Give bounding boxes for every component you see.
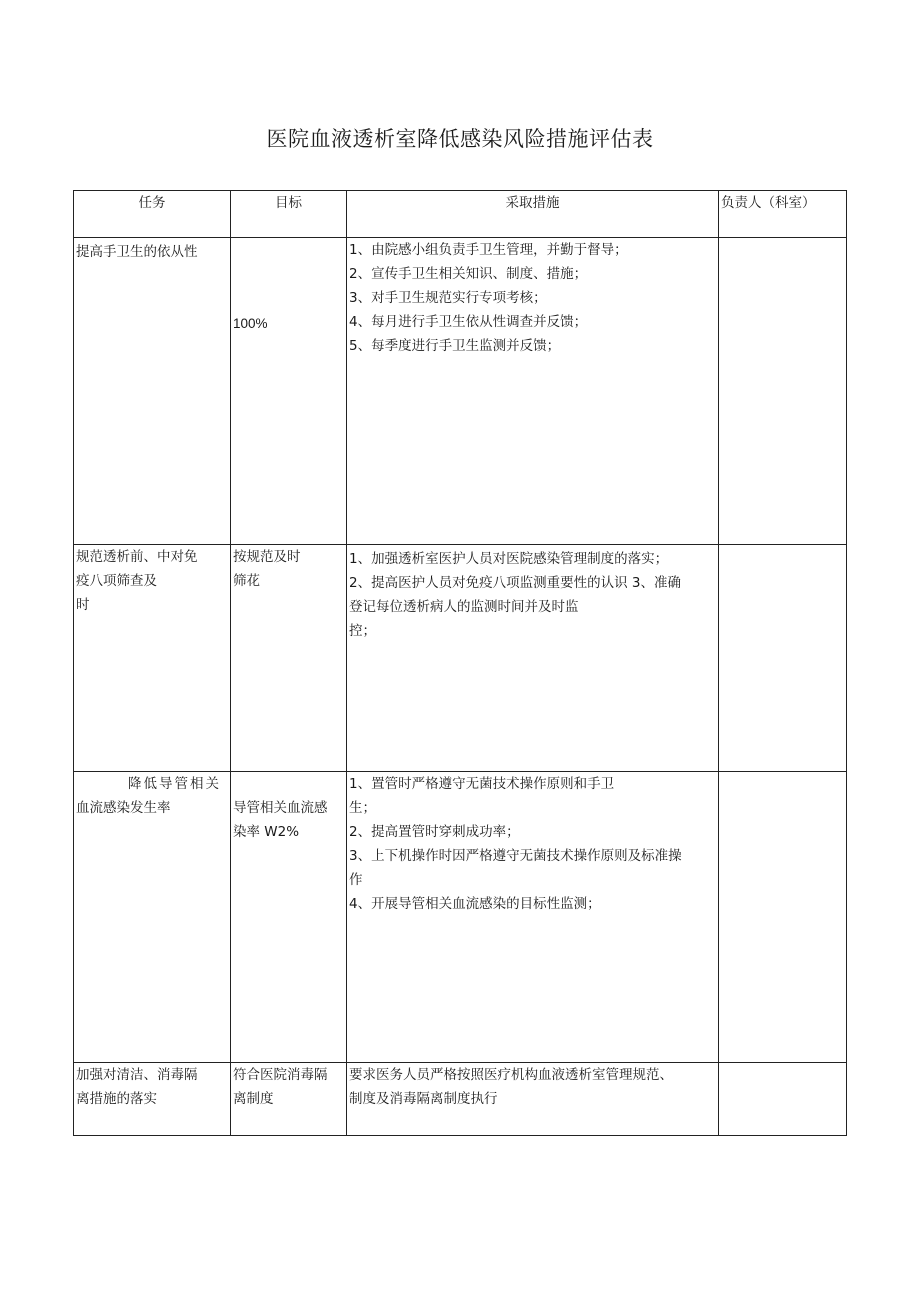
- measure-item: 作: [349, 872, 363, 888]
- goal-cell: [231, 545, 347, 772]
- table-row: [74, 238, 847, 545]
- header-task: 任务: [74, 191, 231, 238]
- goal-cell: [231, 1063, 347, 1136]
- goal-text: 离制度: [233, 1091, 274, 1107]
- header-owner: 负责人（科室）: [719, 191, 847, 238]
- task-text: 血流感染发生率: [76, 800, 171, 816]
- task-text: 加强对清洁、消毒隔: [76, 1067, 198, 1083]
- task-cell: [74, 545, 231, 772]
- measure-item: 登记每位透析病人的监测时间并及时监: [349, 599, 579, 615]
- goal-text: 按规范及时: [233, 549, 301, 565]
- task-cell: [74, 772, 231, 1063]
- goal-text: 导管相关血流感: [233, 800, 328, 816]
- table-header-row: [74, 191, 847, 238]
- measure-item: 5、每季度进行手卫生监测并反馈；: [349, 338, 561, 354]
- task-cell: [74, 238, 231, 545]
- measures-cell: [347, 1063, 719, 1136]
- table-row: [74, 1063, 847, 1136]
- task-text: 离措施的落实: [76, 1091, 157, 1107]
- task-cell: [74, 1063, 231, 1136]
- evaluation-table: [73, 190, 847, 1136]
- goal-cell: [231, 772, 347, 1063]
- header-measures: 采取措施: [347, 191, 719, 238]
- measure-item: 2、提高置管时穿刺成功率；: [349, 824, 520, 840]
- goal-text: 染率 W2%: [233, 824, 300, 840]
- measure-item: 3、对手卫生规范实行专项考核；: [349, 290, 547, 306]
- header-goal: 目标: [231, 191, 347, 238]
- measure-item: 要求医务人员严格按照医疗机构血液透析室管理规范、: [349, 1067, 673, 1083]
- measure-item: 1、由院感小组负责手卫生管理，并勤于督导；: [349, 242, 628, 258]
- table-row: [74, 772, 847, 1063]
- goal-text: 100%: [233, 316, 268, 331]
- measure-item: 控；: [349, 623, 376, 639]
- owner-cell: [719, 772, 847, 1063]
- measures-cell: [347, 545, 719, 772]
- goal-text: 符合医院消毒隔: [233, 1067, 328, 1083]
- table-row: [74, 545, 847, 772]
- measure-item: 3、上下机操作时因严格遵守无菌技术操作原则及标准操: [349, 848, 682, 864]
- owner-cell: [719, 1063, 847, 1136]
- task-text: 时: [76, 597, 90, 613]
- measure-item: 生；: [349, 800, 376, 816]
- task-text: 疫八项筛查及: [76, 573, 157, 589]
- measure-item: 4、开展导管相关血流感染的目标性监测；: [349, 896, 601, 912]
- task-text: 提高手卫生的依从性: [76, 244, 198, 260]
- goal-cell: [231, 238, 347, 545]
- measure-item: 4、每月进行手卫生依从性调查并反馈；: [349, 314, 588, 330]
- goal-text: 筛花: [233, 573, 260, 589]
- measure-item: 1、加强透析室医护人员对医院感染管理制度的落实；: [349, 551, 669, 567]
- measures-cell: [347, 772, 719, 1063]
- document-title: 医院血液透析室降低感染风险措施评估表: [266, 127, 654, 151]
- owner-cell: [719, 238, 847, 545]
- measures-cell: [347, 238, 719, 545]
- task-text: 降低导管相关: [128, 776, 221, 792]
- measure-item: 2、提高医护人员对免疫八项监测重要性的认识 3、准确: [349, 575, 681, 591]
- measure-item: 1、置管时严格遵守无菌技术操作原则和手卫: [349, 776, 615, 792]
- measure-item: 2、宣传手卫生相关知识、制度、措施；: [349, 266, 588, 282]
- measure-item: 制度及消毒隔离制度执行: [349, 1091, 498, 1107]
- owner-cell: [719, 545, 847, 772]
- task-text: 规范透析前、中对免: [76, 549, 198, 565]
